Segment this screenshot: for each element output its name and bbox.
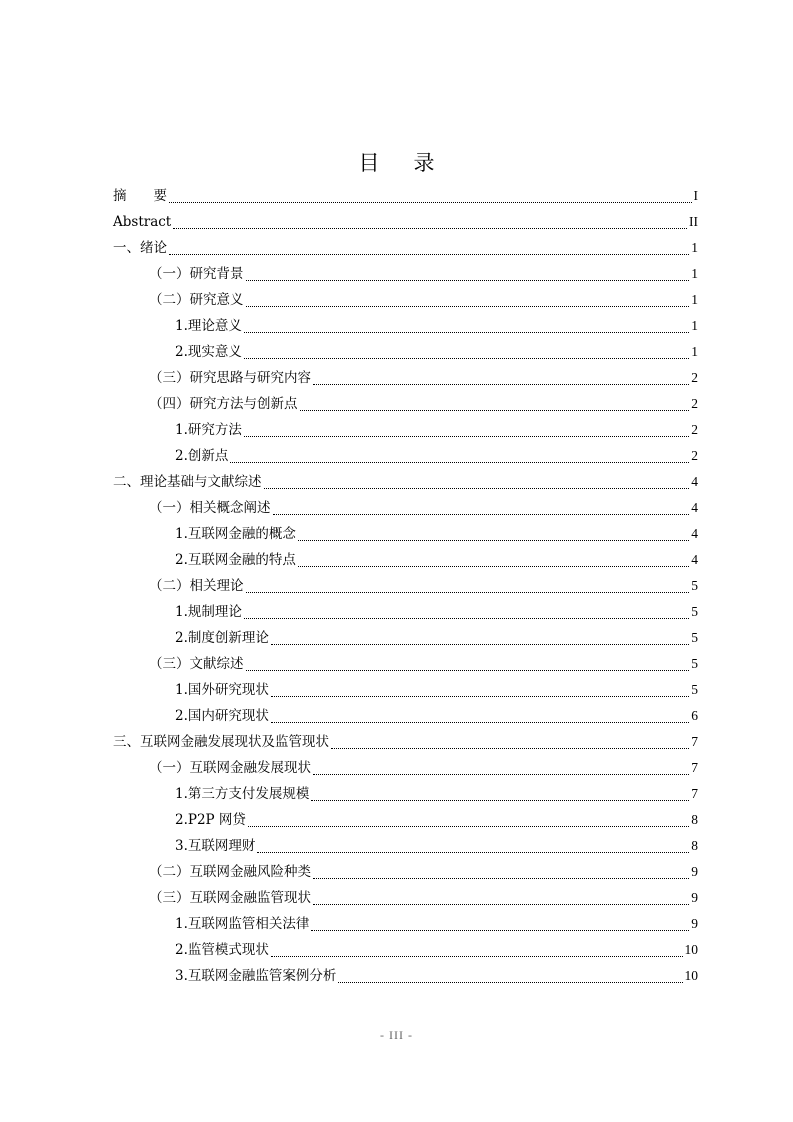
toc-entry-label: （一）相关概念阐述 <box>149 500 271 516</box>
dot-leader <box>246 670 690 671</box>
toc-entry-page: 5 <box>691 604 698 619</box>
toc-entry[interactable] <box>113 755 698 781</box>
toc-entry-label: 1.互联网监管相关法律 <box>175 916 310 932</box>
dot-leader <box>338 982 682 983</box>
toc-entry-page: 4 <box>691 552 698 567</box>
toc-entry-page: 4 <box>691 474 698 489</box>
toc-title <box>0 148 793 178</box>
toc-entry-label: 2.现实意义 <box>175 344 242 360</box>
toc-entry-page: 5 <box>691 630 698 645</box>
page-footer-number: - III - <box>380 1028 413 1042</box>
toc-entry[interactable] <box>113 313 698 339</box>
toc-entry[interactable] <box>113 911 698 937</box>
toc-entry-label: 三、互联网金融发展现状及监管现状 <box>113 734 329 750</box>
toc-entry[interactable] <box>113 339 698 365</box>
toc-entry[interactable] <box>113 443 698 469</box>
toc-entry-label: 1.第三方支付发展规模 <box>175 786 310 802</box>
toc-entry-label: 一、绪论 <box>113 240 167 256</box>
toc-entry-label: （二）研究意义 <box>149 292 244 308</box>
toc-entry[interactable] <box>113 417 698 443</box>
toc-entry[interactable] <box>113 469 698 495</box>
toc-entry[interactable] <box>113 183 698 209</box>
dot-leader <box>244 358 689 359</box>
dot-leader <box>246 280 690 281</box>
toc-entry[interactable] <box>113 625 698 651</box>
toc-entry[interactable] <box>113 963 698 989</box>
toc-entry-label: 1.理论意义 <box>175 318 242 334</box>
toc-entry-label: （二）互联网金融风险种类 <box>149 864 311 880</box>
toc-entry[interactable] <box>113 599 698 625</box>
toc-entry-page: 1 <box>691 240 698 255</box>
toc-entry-label: 3.互联网金融监管案例分析 <box>175 968 337 984</box>
toc-entry-label: 2.监管模式现状 <box>175 942 269 958</box>
toc-entry[interactable] <box>113 885 698 911</box>
table-of-contents <box>113 183 698 989</box>
toc-entry[interactable] <box>113 287 698 313</box>
toc-entry-label: 2.互联网金融的特点 <box>175 552 296 568</box>
dot-leader <box>273 514 690 515</box>
toc-entry-page: 1 <box>691 344 698 359</box>
toc-entry-label: Abstract <box>113 214 172 230</box>
toc-entry[interactable] <box>113 521 698 547</box>
toc-entry-label: 1.规制理论 <box>175 604 242 620</box>
toc-entry-page: 7 <box>691 786 698 801</box>
toc-entry[interactable] <box>113 937 698 963</box>
toc-entry-page: 1 <box>691 292 698 307</box>
dot-leader <box>313 384 689 385</box>
toc-entry[interactable] <box>113 651 698 677</box>
toc-entry[interactable] <box>113 573 698 599</box>
toc-entry-page: 7 <box>691 734 698 749</box>
toc-entry[interactable] <box>113 391 698 417</box>
toc-entry-label: 1.国外研究现状 <box>175 682 269 698</box>
toc-entry-page: 2 <box>691 396 698 411</box>
dot-leader <box>169 202 692 203</box>
toc-entry[interactable] <box>113 209 698 235</box>
toc-entry-label: 1.互联网金融的概念 <box>175 526 296 542</box>
toc-entry[interactable] <box>113 859 698 885</box>
dot-leader <box>264 488 690 489</box>
dot-leader <box>244 332 689 333</box>
toc-entry[interactable] <box>113 703 698 729</box>
toc-entry-page: I <box>693 188 698 203</box>
dot-leader <box>298 566 689 567</box>
dot-leader <box>313 774 689 775</box>
dot-leader <box>311 800 689 801</box>
toc-entry-page: 2 <box>691 370 698 385</box>
dot-leader <box>244 436 689 437</box>
dot-leader <box>246 592 690 593</box>
toc-entry[interactable] <box>113 495 698 521</box>
dot-leader <box>271 722 689 723</box>
toc-entry-page: 9 <box>691 890 698 905</box>
toc-entry-page: 5 <box>691 682 698 697</box>
dot-leader <box>257 852 689 853</box>
dot-leader <box>246 306 690 307</box>
dot-leader <box>248 826 689 827</box>
toc-entry[interactable] <box>113 547 698 573</box>
toc-entry-page: 9 <box>691 864 698 879</box>
toc-entry[interactable] <box>113 235 698 261</box>
toc-entry-page: II <box>689 214 698 229</box>
toc-entry-page: 8 <box>691 838 698 853</box>
toc-entry[interactable] <box>113 677 698 703</box>
toc-entry-label: （二）相关理论 <box>149 578 244 594</box>
dot-leader <box>313 878 689 879</box>
toc-entry-label: （一）研究背景 <box>149 266 244 282</box>
toc-title-char-2: 录 <box>413 151 435 175</box>
toc-entry-page: 10 <box>684 968 698 983</box>
dot-leader <box>331 748 689 749</box>
toc-entry[interactable] <box>113 781 698 807</box>
toc-entry-page: 8 <box>691 812 698 827</box>
toc-entry-page: 7 <box>691 760 698 775</box>
toc-entry-label: （四）研究方法与创新点 <box>149 396 298 412</box>
toc-entry-page: 2 <box>691 448 698 463</box>
toc-entry-label: 摘 要 <box>113 188 167 204</box>
toc-entry-page: 4 <box>691 500 698 515</box>
toc-entry-page: 5 <box>691 578 698 593</box>
toc-entry-page: 1 <box>691 266 698 281</box>
dot-leader <box>300 410 690 411</box>
toc-entry[interactable] <box>113 833 698 859</box>
toc-entry-label: 1.研究方法 <box>175 422 242 438</box>
toc-entry-label: （三）互联网金融监管现状 <box>149 890 311 906</box>
toc-entry-page: 5 <box>691 656 698 671</box>
toc-entry-page: 10 <box>684 942 698 957</box>
toc-entry-label: 2.P2P 网贷 <box>175 812 246 828</box>
dot-leader <box>244 618 689 619</box>
toc-entry-page: 2 <box>691 422 698 437</box>
toc-entry-label: （一）互联网金融发展现状 <box>149 760 311 776</box>
toc-entry-page: 6 <box>691 708 698 723</box>
toc-entry-label: 2.制度创新理论 <box>175 630 269 646</box>
dot-leader <box>271 644 689 645</box>
toc-entry[interactable] <box>113 261 698 287</box>
toc-entry-label: （三）文献综述 <box>149 656 244 672</box>
toc-entry-label: 2.国内研究现状 <box>175 708 269 724</box>
toc-entry-page: 1 <box>691 318 698 333</box>
dot-leader <box>313 904 689 905</box>
dot-leader <box>311 930 689 931</box>
toc-entry-label: （三）研究思路与研究内容 <box>149 370 311 386</box>
dot-leader <box>173 228 687 229</box>
toc-entry-label: 2.创新点 <box>175 448 229 464</box>
dot-leader <box>230 462 689 463</box>
toc-entry-page: 4 <box>691 526 698 541</box>
dot-leader <box>271 696 689 697</box>
toc-entry[interactable] <box>113 729 698 755</box>
toc-title-char-1: 目 <box>358 151 380 175</box>
toc-entry-label: 3.互联网理财 <box>175 838 256 854</box>
dot-leader <box>298 540 689 541</box>
dot-leader <box>271 956 683 957</box>
toc-entry-label: 二、理论基础与文献综述 <box>113 474 262 490</box>
dot-leader <box>169 254 689 255</box>
toc-entry[interactable] <box>113 365 698 391</box>
toc-entry[interactable] <box>113 807 698 833</box>
toc-entry-page: 9 <box>691 916 698 931</box>
